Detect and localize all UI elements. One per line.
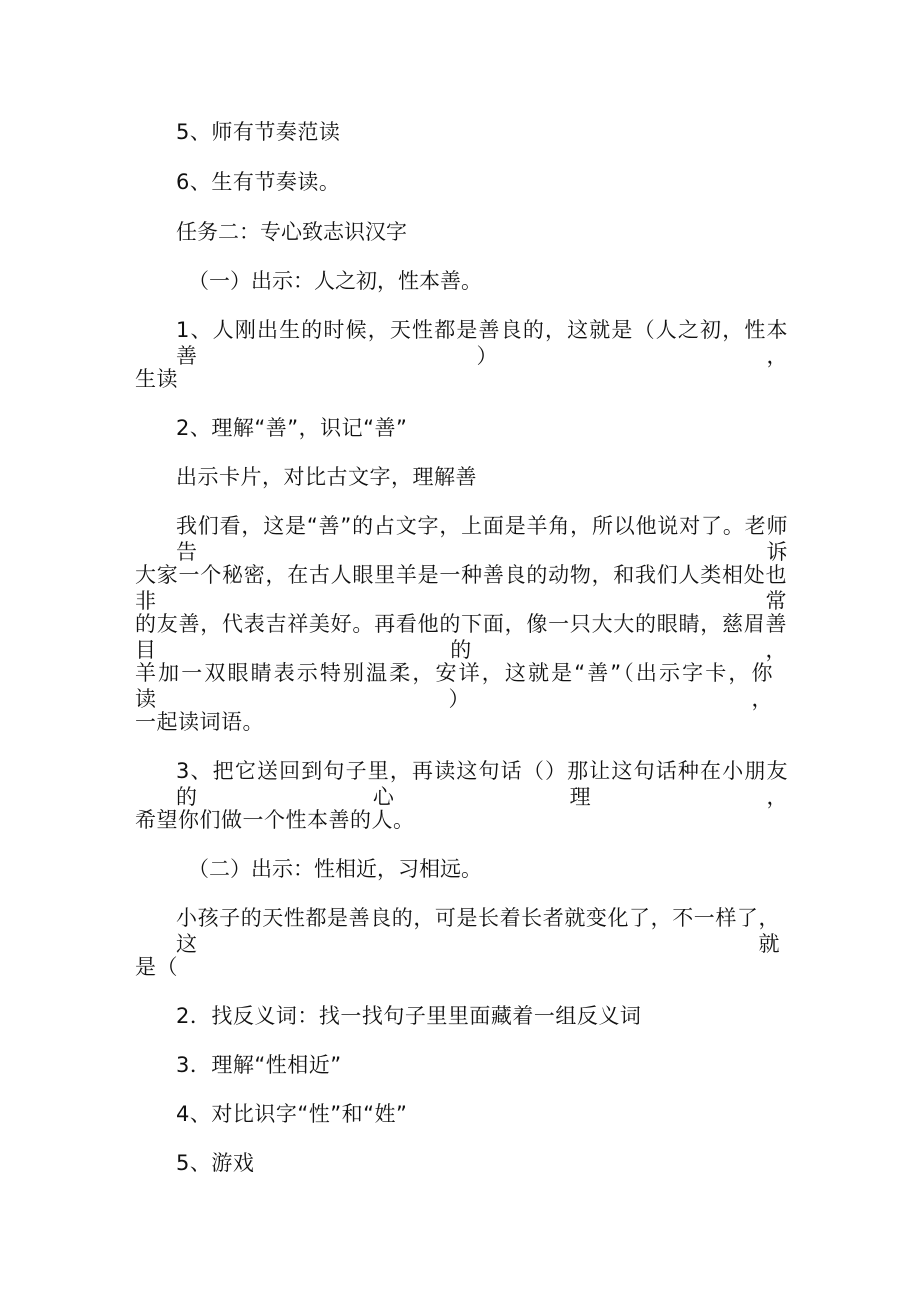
paragraph-1-line-1: 1、人刚出生的时候，天性都是善良的，这就是（人之初，性本善）， [176,318,788,368]
step-6-students-read: 6、生有节奏读。 [176,170,341,194]
paragraph-2-line-3: 的友善，代表吉祥美好。再看他的下面，像一只大大的眼睛，慈眉善目的， [135,612,787,662]
paragraph-4-line-1: 小孩子的天性都是善良的，可是长着长者就变化了，不一样了，这就 [176,906,780,956]
task-two-heading: 任务二：专心致志识汉字 [176,220,407,244]
paragraph-3-line-1: 3、把它送回到句子里，再读这句话（）那让这句话种在小朋友的心理， [176,759,788,809]
understand-xing-xiang-jin-item: 3．理解“性相近” [176,1053,342,1077]
paragraph-2-line-4: 羊加一双眼睛表示特别温柔，安详，这就是“善”（出示字卡，你读）， [135,661,773,711]
game-item: 5、游戏 [176,1151,255,1175]
show-cards-line: 出示卡片，对比古文字，理解善 [176,465,477,489]
step-5-teacher-reads: 5、师有节奏范读 [176,120,341,144]
paragraph-2-line-5: 一起读词语。 [135,710,264,734]
paragraph-2-line-1: 我们看，这是“善”的占文字，上面是羊角，所以他说对了。老师告诉 [176,514,788,564]
paragraph-2-line-2: 大家一个秘密，在古人眼里羊是一种善良的动物，和我们人类相处也非常 [135,563,787,613]
paragraph-1-line-2: 生读 [135,367,178,391]
find-antonyms-item: 2．找反义词：找一找句子里里面藏着一组反义词 [176,1004,642,1028]
section-two-heading: （二）出示：性相近，习相远。 [188,857,482,881]
compare-characters-item: 4、对比识字“性”和“姓” [176,1102,408,1126]
paragraph-4-line-2: 是（ [135,955,178,979]
paragraph-3-line-2: 希望你们做一个性本善的人。 [135,808,415,832]
understand-shan-item: 2、理解“善”，识记“善” [176,416,408,440]
section-one-heading: （一）出示：人之初，性本善。 [188,269,482,293]
